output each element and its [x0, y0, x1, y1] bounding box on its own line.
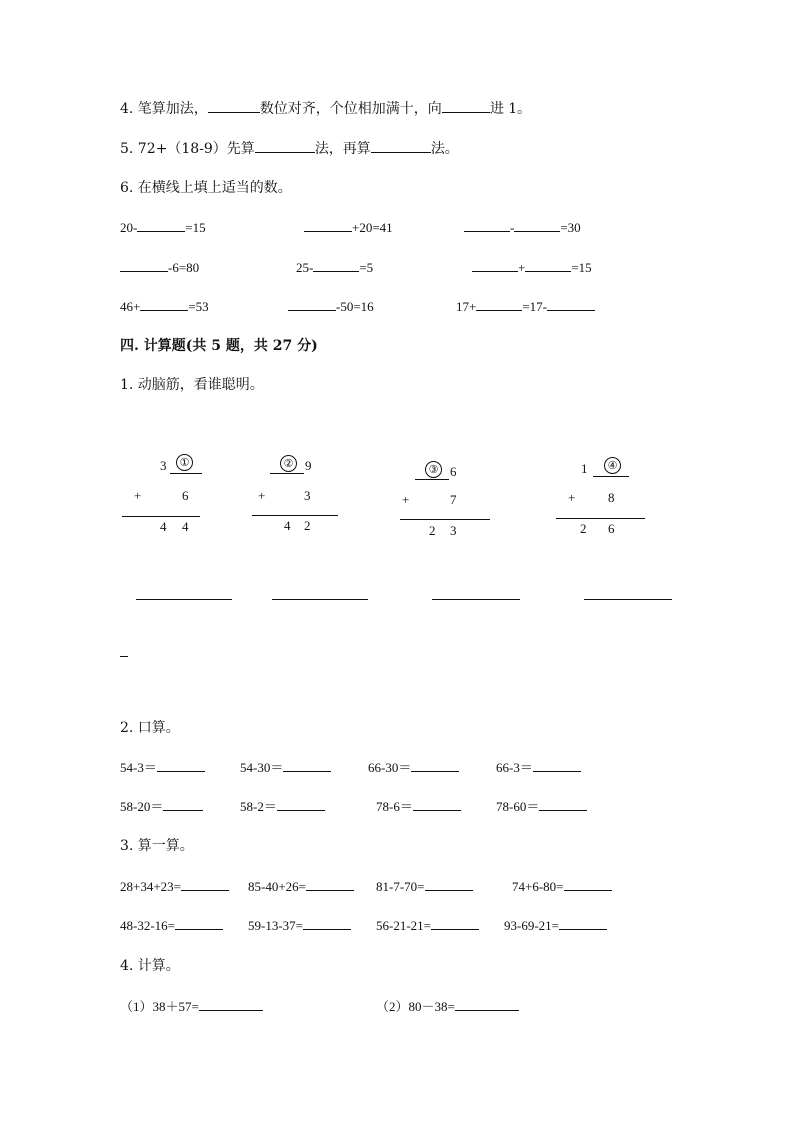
digit: 3	[450, 523, 457, 538]
answer-blank[interactable]	[442, 98, 490, 113]
answer-blank[interactable]	[464, 217, 510, 232]
fill-item: -6=80	[120, 257, 199, 276]
answer-blank[interactable]	[163, 796, 203, 811]
calc-item: 28+34+23=	[120, 876, 229, 895]
fill-item: 46+ =53	[120, 296, 209, 315]
answer-blank[interactable]	[157, 757, 205, 772]
sum-line	[122, 516, 200, 517]
answer-blank[interactable]	[306, 876, 354, 891]
plus-sign: +	[134, 488, 142, 503]
digit: 4	[182, 519, 189, 534]
sum-line	[252, 515, 338, 516]
answer-blank[interactable]	[181, 876, 229, 891]
circled-number-3: ③	[425, 461, 442, 478]
answer-blank[interactable]	[120, 257, 168, 272]
answer-blank[interactable]	[533, 757, 581, 772]
mental-calc-item: 78-6＝	[376, 796, 461, 815]
digit: 8	[608, 490, 615, 505]
answer-blank[interactable]	[199, 996, 263, 1011]
digit-line	[415, 479, 449, 480]
digit: 6	[450, 464, 457, 479]
answer-line[interactable]	[136, 599, 232, 600]
mental-calc-item: 66-3＝	[496, 757, 581, 776]
calc-2-title: 2. 口算。	[120, 720, 180, 736]
answer-blank[interactable]	[539, 796, 587, 811]
answer-blank[interactable]	[303, 915, 351, 930]
answer-blank[interactable]	[304, 217, 352, 232]
answer-blank[interactable]	[137, 217, 185, 232]
answer-line[interactable]	[272, 599, 368, 600]
calc-3-title: 3. 算一算。	[120, 838, 194, 854]
calc-item: 93-69-21=	[504, 915, 607, 934]
mental-calc-item: 58-2＝	[240, 796, 325, 815]
answer-blank[interactable]	[455, 996, 519, 1011]
question-6-title: 6. 在横线上填上适当的数。	[120, 180, 292, 196]
fill-item: 25- =5	[296, 257, 373, 276]
calc-4-title: 4. 计算。	[120, 958, 180, 974]
plus-sign: +	[402, 492, 410, 507]
answer-blank[interactable]	[140, 296, 188, 311]
answer-blank[interactable]	[313, 257, 359, 272]
digit: 2	[580, 521, 587, 536]
mental-calc-item: 58-20＝	[120, 796, 203, 815]
digit: 6	[182, 488, 189, 503]
circled-number-1: ①	[176, 454, 193, 471]
digit: 2	[304, 518, 311, 533]
digit: 4	[160, 519, 167, 534]
calc-item: 56-21-21=	[376, 915, 479, 934]
digit: 7	[450, 492, 457, 507]
answer-blank[interactable]	[255, 138, 315, 153]
answer-blank[interactable]	[472, 257, 518, 272]
answer-blank[interactable]	[288, 296, 336, 311]
answer-blank[interactable]	[425, 876, 473, 891]
answer-blank[interactable]	[277, 796, 325, 811]
digit: 6	[608, 521, 615, 536]
circled-number-2: ②	[280, 455, 297, 472]
answer-line[interactable]	[584, 599, 672, 600]
circled-number-4: ④	[604, 457, 621, 474]
digit: 4	[284, 518, 291, 533]
answer-blank[interactable]	[559, 915, 607, 930]
answer-blank[interactable]	[564, 876, 612, 891]
answer-blank[interactable]	[431, 915, 479, 930]
mental-calc-item: 66-30＝	[368, 757, 459, 776]
calc-item: 59-13-37=	[248, 915, 351, 934]
digit: 3	[160, 458, 167, 473]
stray-mark	[120, 656, 128, 657]
calc-1-title: 1. 动脑筋，看谁聪明。	[120, 377, 264, 393]
question-5: 5. 72+（18-9）先算 法，再算 法。	[120, 138, 459, 158]
digit: 1	[581, 461, 588, 476]
digit-line	[593, 476, 629, 477]
fill-item: -50=16	[288, 296, 374, 315]
sum-line	[400, 519, 490, 520]
mental-calc-item: 54-30＝	[240, 757, 331, 776]
fill-item: 17+ =17-	[456, 296, 595, 315]
sum-line	[556, 518, 645, 519]
fill-item: +20=41	[304, 217, 393, 236]
fill-item: - =30	[464, 217, 581, 236]
answer-blank[interactable]	[413, 796, 461, 811]
digit-line	[270, 473, 304, 474]
digit: 9	[305, 458, 312, 473]
question-4: 4. 笔算加法， 数位对齐，个位相加满十，向 进 1。	[120, 98, 531, 118]
answer-blank[interactable]	[283, 757, 331, 772]
calc-item: 74+6-80=	[512, 876, 612, 895]
plus-sign: +	[568, 490, 576, 505]
answer-blank[interactable]	[371, 138, 431, 153]
fill-item: 20- =15	[120, 217, 206, 236]
fill-item: + =15	[472, 257, 592, 276]
answer-blank[interactable]	[208, 98, 260, 113]
answer-blank[interactable]	[476, 296, 522, 311]
section-title: 四. 计算题(共 5 题，共 27 分)	[120, 338, 318, 354]
calc-item: 85-40+26=	[248, 876, 354, 895]
calc-item: （2）80－38=	[376, 996, 519, 1015]
mental-calc-item: 54-3＝	[120, 757, 205, 776]
answer-line[interactable]	[432, 599, 520, 600]
digit: 2	[429, 523, 436, 538]
answer-blank[interactable]	[175, 915, 223, 930]
digit-line	[170, 473, 202, 474]
calc-item: （1）38＋57=	[120, 996, 263, 1015]
mental-calc-item: 78-60＝	[496, 796, 587, 815]
plus-sign: +	[258, 488, 266, 503]
digit: 3	[304, 488, 311, 503]
answer-blank[interactable]	[525, 257, 571, 272]
calc-item: 48-32-16=	[120, 915, 223, 934]
answer-blank[interactable]	[547, 296, 595, 311]
answer-blank[interactable]	[411, 757, 459, 772]
calc-item: 81-7-70=	[376, 876, 473, 895]
answer-blank[interactable]	[514, 217, 560, 232]
